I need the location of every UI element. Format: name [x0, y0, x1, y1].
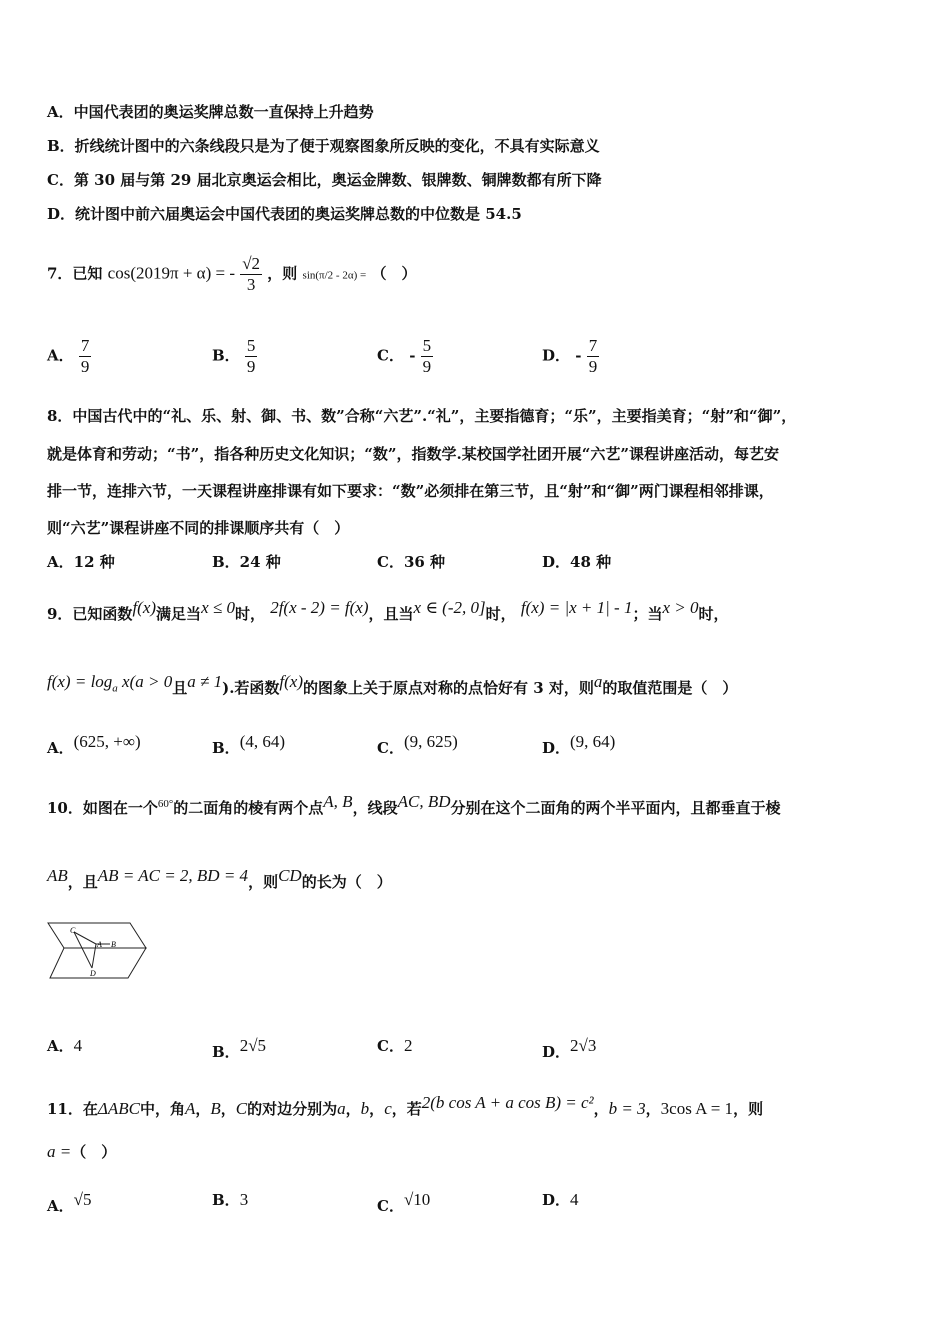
q6-option-a: A．中国代表团的奥运奖牌总数一直保持上升趋势: [47, 103, 374, 121]
q11-option-c: C．$^{√10}$: [377, 1190, 431, 1215]
q9-option-c: C．$^{(9, 625)}$: [377, 732, 458, 757]
q7-option-d: D． - $\frac{7}{9}$: [542, 336, 598, 376]
q6-option-b: B．折线统计图中的六条线段只是为了便于观察图象所反映的变化，不具有实际意义: [47, 137, 600, 155]
q10-line-2: $^{AB}$，且$^{AB = AC = 2, BD = 4}$，则$^{CD}$的长为（ ）: [47, 866, 392, 891]
q8-option-b: B．24 种: [212, 553, 281, 571]
q9-option-b: B．$^{(4, 64)}$: [212, 732, 286, 757]
label-a: A: [97, 940, 102, 949]
label-b: B: [111, 940, 116, 949]
q9-line-1: 9．已知函数$^{f(x)}$满足当$^{x \le 0}$时， $^{2f(x - 2) = f(x)}$，且当$^{x \in (-2, 0]}$时， $^{f(x) = |x + 1| - 1}$；当$^{x > 0}$时，: [47, 598, 729, 623]
q9-option-a: A．$^{(625, +\infty)}$: [47, 732, 141, 757]
q9-option-d: D．$^{(9, 64)}$: [542, 732, 616, 757]
q8-line-2: 就是体育和劳动；“书”，指各种历史文化知识；“数”，指数学.某校国学社团开展“六艺”课程讲座活动，每艺安: [47, 445, 779, 463]
q11-line-1: 11．在ΔABC中，角A，B，C的对边分别为a，b，c，若$^{2(b cos A + a cos B) = c^2}$，b = 3，3cos A = 1，则: [47, 1093, 764, 1118]
q7-suffix: （ ）: [371, 264, 417, 283]
q7-option-a: A． $\frac{7}{9}$: [47, 336, 90, 376]
q10-option-a: A．4: [47, 1036, 83, 1055]
q10-option-b: B．$^{2√5}$: [212, 1036, 267, 1061]
q11-line-2: a =（ ）: [47, 1142, 117, 1161]
q7-mid: ，则: [267, 264, 298, 283]
q8-option-d: D．48 种: [542, 553, 612, 571]
q10-option-c: C．2: [377, 1036, 413, 1055]
q8-line-1: 8．中国古代中的“礼、乐、射、御、书、数”合称“六艺”.“礼”，主要指德育；“乐”，主要指美育；“射”和“御”，: [47, 407, 797, 425]
q9-line-2: $^{f(x) = log_a x(a > 0}$且$^{a \ne 1}$).若函数$^{f(x)}$的图象上关于原点对称的点恰好有 3 对，则$^a$的取值范围是（ ）: [47, 672, 738, 697]
label-d: D: [90, 969, 96, 978]
label-c: C: [70, 926, 76, 935]
q8-line-3: 排一节，连排六节，一天课程讲座排课有如下要求：“数”必须排在第三节，且“射”和“御”两门课程相邻排课，: [47, 482, 774, 500]
q7-option-b: B． $\frac{5}{9}$: [212, 336, 256, 376]
q7-prefix: 7．已知: [47, 264, 103, 283]
q7-given-fraction: $\frac{√2}{3}$: [242, 254, 261, 294]
q6-option-d: D．统计图中前六届奥运会中国代表团的奥运奖牌总数的中位数是 54.5: [47, 205, 522, 223]
q11-option-b: B．3: [212, 1190, 249, 1209]
q7-stem: [47, 254, 416, 295]
q11-option-a: A．$^{√5}$: [47, 1190, 92, 1215]
q6-option-c: C．第 30 届与第 29 届北京奥运会相比，奥运金牌数、银牌数、铜牌数都有所下降: [47, 171, 602, 189]
q8-line-4: 则“六艺”课程讲座不同的排课顺序共有（ ）: [47, 519, 350, 537]
q10-option-d: D．$^{2√3}$: [542, 1036, 597, 1061]
q7-target: sin(π/2 - 2α) =: [302, 269, 367, 282]
q10-line-1: 10．如图在一个$^{60^\circ}$的二面角的棱有两个点$^{A, B}$，线段$^{AC, BD}$分别在这个二面角的两个半平面内，且都垂直于棱: [47, 792, 781, 817]
q7-option-c: C． - $\frac{5}{9}$: [377, 336, 432, 376]
dihedral-angle-figure: [44, 920, 154, 982]
lower-plane: [50, 948, 146, 978]
q7-given: cos(2019π + α) = -: [107, 263, 235, 283]
q8-option-c: C．36 种: [377, 553, 446, 571]
q8-option-a: A．12 种: [47, 553, 115, 571]
q11-option-d: D．4: [542, 1190, 579, 1209]
